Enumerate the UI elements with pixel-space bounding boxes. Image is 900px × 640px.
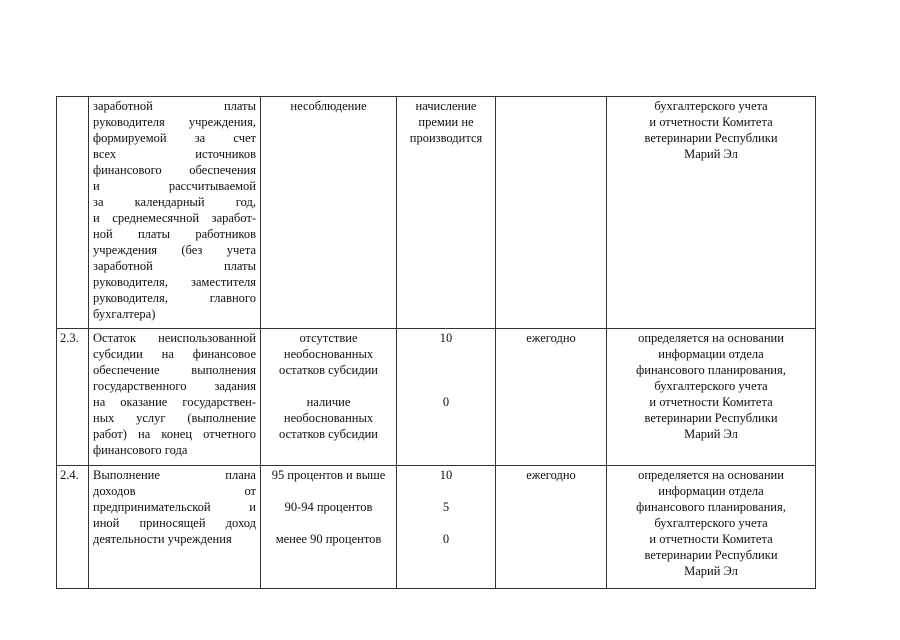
value-line: производится	[409, 131, 483, 145]
source-cell	[607, 97, 816, 329]
periodicity-cell	[496, 97, 607, 329]
source-line: бухгалтерского учета	[654, 99, 768, 113]
periodicity-cell: ежегодно	[496, 329, 607, 466]
source-line: финансового планирования,	[636, 500, 786, 514]
score-value: 0	[442, 532, 450, 546]
table-row	[57, 329, 816, 466]
name-line: работ) на конец отчетного	[93, 427, 256, 441]
name-line: Остаток неиспользованной	[93, 331, 256, 345]
source-line: Марий Эл	[684, 564, 738, 578]
value-gap	[401, 483, 491, 499]
name-line: руководителя учреждения,	[93, 115, 256, 129]
table-row	[57, 97, 816, 329]
table-row	[57, 466, 816, 589]
source-cell	[607, 329, 816, 466]
source-line: ветеринарии Республики	[644, 131, 778, 145]
criterion-text: менее 90 процентов	[275, 532, 382, 546]
source-line: определяется на основании	[638, 331, 784, 345]
source-line: бухгалтерского учета	[654, 516, 768, 530]
criterion-text: остатков субсидии	[279, 427, 378, 441]
name-line: бухгалтера)	[93, 307, 156, 321]
row-number-cell: 2.3.	[57, 329, 89, 466]
source-line: бухгалтерского учета	[654, 379, 768, 393]
name-line: руководителя, главного	[93, 291, 256, 305]
name-line: и рассчитываемой	[93, 179, 256, 193]
source-line: Марий Эл	[684, 147, 738, 161]
source-line: и отчетности Комитета	[649, 532, 773, 546]
name-line: ной платы работников	[93, 227, 256, 241]
name-line: иной приносящей доход	[93, 516, 256, 530]
name-line: субсидии на финансовое	[93, 347, 256, 361]
source-line: информации отдела	[658, 484, 764, 498]
name-line: государственного задания	[93, 379, 256, 393]
value-line: премии не	[418, 115, 474, 129]
name-line: и среднемесячной заработ-	[93, 211, 256, 225]
name-line: за календарный год,	[93, 195, 256, 209]
source-line: Марий Эл	[684, 427, 738, 441]
indicator-name-cell	[89, 466, 261, 589]
value-gap	[401, 378, 491, 394]
row-number-cell	[57, 97, 89, 329]
name-line: ных услуг (выполнение	[93, 411, 256, 425]
name-line: на оказание государствен-	[93, 395, 256, 409]
source-cell	[607, 466, 816, 589]
indicator-name-cell	[89, 329, 261, 466]
source-line: и отчетности Комитета	[649, 115, 773, 129]
criterion-gap	[265, 483, 392, 499]
source-line: ветеринарии Республики	[644, 411, 778, 425]
criterion-text: несоблюдение	[290, 99, 367, 113]
value-cell	[397, 97, 496, 329]
source-line: определяется на основании	[638, 468, 784, 482]
criterion-gap	[265, 378, 392, 394]
criterion-text: 90-94 процентов	[284, 500, 373, 514]
name-line: учреждения (без учета	[93, 243, 256, 257]
score-value: 5	[442, 500, 450, 514]
criterion-text: наличие	[306, 395, 351, 409]
name-line: руководителя, заместителя	[93, 275, 256, 289]
value-line: начисление	[415, 99, 477, 113]
criteria-table	[56, 96, 816, 589]
source-line: и отчетности Комитета	[649, 395, 773, 409]
name-line: заработной платы	[93, 259, 256, 273]
value-cell	[397, 466, 496, 589]
score-value: 0	[442, 395, 450, 409]
name-line: доходов от	[93, 484, 256, 498]
value-cell	[397, 329, 496, 466]
source-line: финансового планирования,	[636, 363, 786, 377]
name-line: предпринимательской и	[93, 500, 256, 514]
source-line: информации отдела	[658, 347, 764, 361]
criterion-text: 95 процентов и выше	[271, 468, 386, 482]
score-value: 10	[439, 468, 453, 482]
score-value: 10	[439, 331, 453, 345]
criterion-text: остатков субсидии	[279, 363, 378, 377]
criterion-text: отсутствие	[299, 331, 358, 345]
value-gap	[401, 362, 491, 378]
name-line: заработной платы	[93, 99, 256, 113]
value-gap	[401, 346, 491, 362]
criterion-text: необоснованных	[283, 347, 374, 361]
criterion-cell	[261, 466, 397, 589]
criterion-text: необоснованных	[283, 411, 374, 425]
criterion-cell	[261, 97, 397, 329]
name-line: формируемой за счет	[93, 131, 256, 145]
name-line: обеспечение выполнения	[93, 363, 256, 377]
periodicity-cell: ежегодно	[496, 466, 607, 589]
source-line: ветеринарии Республики	[644, 548, 778, 562]
value-gap	[401, 515, 491, 531]
row-number-cell: 2.4.	[57, 466, 89, 589]
name-line: Выполнение плана	[93, 468, 256, 482]
indicator-name-cell	[89, 97, 261, 329]
name-line: всех источников	[93, 147, 256, 161]
name-line: финансового года	[93, 443, 188, 457]
name-line: деятельности учреждения	[93, 532, 232, 546]
name-line: финансового обеспечения	[93, 163, 256, 177]
criterion-cell	[261, 329, 397, 466]
criterion-gap	[265, 515, 392, 531]
